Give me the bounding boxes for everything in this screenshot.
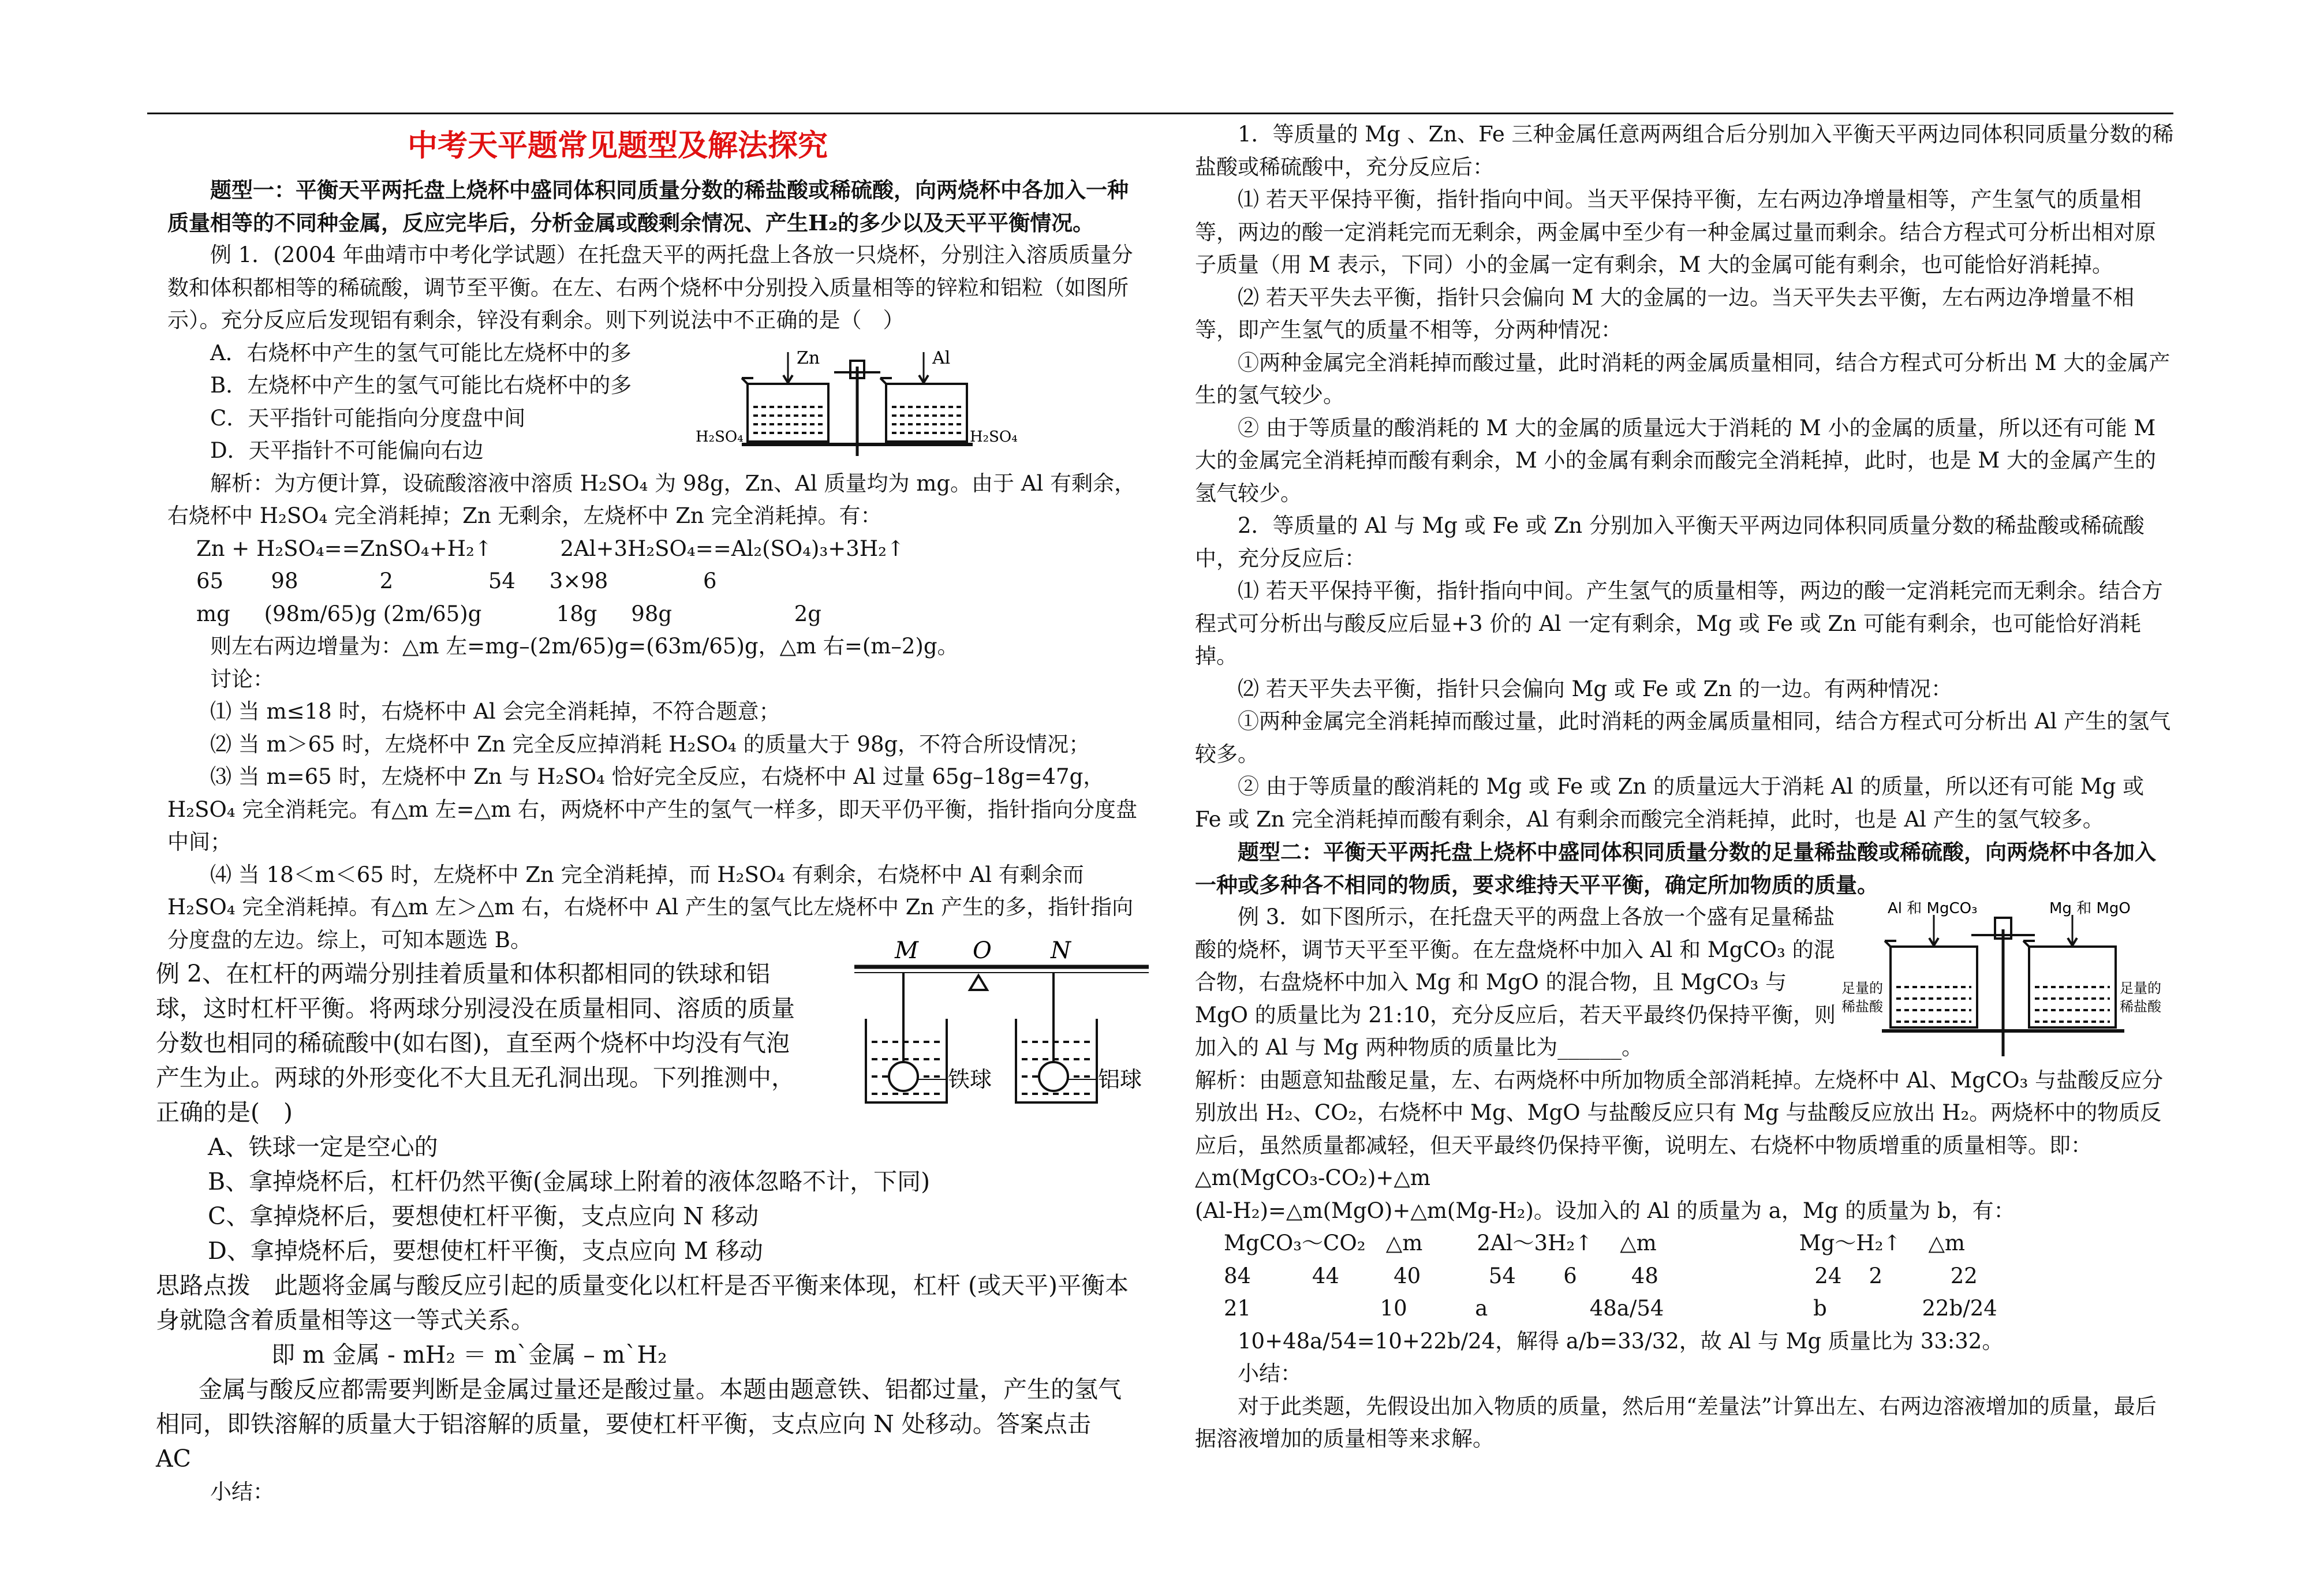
option-c: C．天平指针可能指向分度盘中间 bbox=[210, 405, 526, 431]
example1-question: 例 1．(2004 年曲靖市中考化学试题）在托盘天平的两托盘上各放一只烧杯，分别注入溶质质量分数和体积都相等的稀硫酸，调节至平衡。在左、右两个烧杯中分别投入质量相等的锌粒和铝粒（如图所示）。充分反应后发现铝有剩余，锌没有剩余。则下列说法中不正确的是（ ） bbox=[167, 242, 1133, 332]
right-p1b2: ② 由于等质量的酸消耗的 M 大的金属的质量远大于消耗的 M 小的金属的质量，所以还有可能 M 大的金属完全消耗掉而酸有剩余，M 小的金属有剩余而酸完全消耗掉，此时，也是 M 大的金属产生的氢气较少。 bbox=[1195, 415, 2157, 506]
discuss-label: 讨论： bbox=[210, 666, 274, 692]
fig3-right-acid-1: 足量的 bbox=[2120, 980, 2161, 996]
aluminum-ball-label: 铝球 bbox=[1098, 1067, 1142, 1092]
iron-ball-label: 铁球 bbox=[948, 1067, 992, 1092]
right-p1b: ⑵ 若天平失去平衡，指针只会偏向 M 大的金属的一边。当天平失去平衡，左右两边净增量不相等，即产生氢气的质量不相等，分两种情况： bbox=[1195, 285, 2135, 342]
example3-question: 例 3．如下图所示，在托盘天平的两盘上各放一个盛有足量稀盐酸的烧杯，调节天平至平衡。在左盘烧杯中加入 Al 和 MgCO₃ 的混合物，右盘烧杯中加入 Mg 和 MgO 的混合物，且 MgCO₃ 与 MgO 的质量比为 21:10，充分反应后，若天平最终仍保持平衡，则加入的 Al 与 Mg 两种物质的质量比为______。 bbox=[1195, 904, 1836, 1060]
eq3-line-2: (Al-H₂)=△m(MgO)+△m(Mg-H₂)。设加入的 Al 的质量为 a，Mg 的质量为 b，有： bbox=[1195, 1198, 2015, 1223]
label-m: M bbox=[895, 937, 918, 964]
lever-figure bbox=[849, 932, 1160, 1117]
increase-text: 则左右两边增量为：△m 左=mg–(2m/65)g=(63m/65)g，△m 右=(m–2)g。 bbox=[210, 634, 959, 659]
right-p1a: ⑴ 若天平保持平衡，指针指向中间。当天平保持平衡，左右两边净增量相等，产生氢气的质量相等，两边的酸一定消耗完而无剩余，两金属中至少有一种金属过量而剩余。结合方程式可分析出相对原子质量（用 M 表示，下同）小的金属一定有剩余，M 大的金属可能有剩余，也可能恰好消耗掉。 bbox=[1195, 187, 2156, 277]
analysis3: 解析：由题意知盐酸足量，左、右两烧杯中所加物质全部消耗掉。左烧杯中 Al、MgCO₃ 与盐酸反应分别放出 H₂、CO₂，右烧杯中 Mg、MgO 与盐酸反应只有 Mg 与盐酸反应放出 H₂。两烧杯中的物质反应后，虽然质量都减轻，但天平最终仍保持平衡，说明左、右烧杯中物质增重的质量相等。即： bbox=[1195, 1067, 2164, 1158]
ex2-option-b: B、拿掉烧杯后，杠杆仍然平衡(金属球上附着的液体忽略不计，下同) bbox=[208, 1168, 931, 1195]
left-column bbox=[156, 118, 1137, 1509]
eq3-line-1: △m(MgCO₃-CO₂)+△m bbox=[1195, 1165, 1430, 1190]
type1-heading: 题型一：平衡天平两托盘上烧杯中盛同体积同质量分数的稀盐酸或稀硫酸，向两烧杯中各加入一种质量相等的不同种金属，反应完毕后，分析金属或酸剩余情况、产生H₂的多少以及天平平衡情况。 bbox=[167, 177, 1129, 236]
equation-line-1: Zn + H₂SO₄==ZnSO₄+H₂↑ 2Al+3H₂SO₄==Al₂(SO₄)₃+3H₂↑ bbox=[196, 536, 905, 561]
fig3-left-acid-2: 稀盐酸 bbox=[1841, 999, 1883, 1015]
fig1-zn-label: Zn bbox=[797, 349, 820, 368]
fig3-right-acid-2: 稀盐酸 bbox=[2120, 999, 2161, 1015]
ex2-option-c: C、拿掉烧杯后，要想使杠杆平衡，支点应向 N 移动 bbox=[208, 1202, 759, 1230]
hint-paragraph: 思路点拨 此题将金属与酸反应引起的质量变化以杠杆是否平衡来体现，杠杆 (或天平)平衡本身就隐含着质量相等这一等式关系。 bbox=[156, 1272, 1129, 1334]
label-o: O bbox=[973, 937, 992, 964]
right-p1b1: ①两种金属完全消耗掉而酸过量，此时消耗的两金属质量相同，结合方程式可分析出 M 大的金属产生的氢气较少。 bbox=[1195, 350, 2170, 408]
case-1: ⑴ 当 m≤18 时，右烧杯中 Al 会完全消耗掉，不符合题意； bbox=[210, 699, 780, 724]
right-p2b2: ② 由于等质量的酸消耗的 Mg 或 Fe 或 Zn 的质量远大于消耗 Al 的质量，所以还有可能 Mg 或 Fe 或 Zn 完全消耗掉而酸有剩余，Al 有剩余而酸完全消耗掉，此时，也是 Al 产生的氢气较多。 bbox=[1195, 774, 2145, 832]
eq3-table-3: 21 10 a 48a/54 b 22b/24 bbox=[1224, 1296, 1997, 1321]
case-4: ⑷ 当 18＜m＜65 时，左烧杯中 Zn 完全消耗掉，而 H₂SO₄ 有剩余，右烧杯中 Al 有剩余而 H₂SO₄ 完全消耗掉。有△m 左＞△m 右，右烧杯中 Al 产生的氢气比左烧杯中 Zn 产生的多，指针指向分度盘的左边。综上，可知本题选 B。 bbox=[167, 862, 1134, 952]
equation-line-3: mg (98m/65)g (2m/65)g 18g 98g 2g bbox=[196, 601, 821, 626]
balance-figure-1 bbox=[696, 349, 1019, 459]
fig3-left-acid-1: 足量的 bbox=[1841, 980, 1883, 996]
type2-heading: 题型二：平衡天平两托盘上烧杯中盛同体积同质量分数的足量稀盐酸或稀硫酸，向两烧杯中各加入一种或多种各不相同的物质，要求维持天平平衡，确定所加物质的质量。 bbox=[1195, 839, 2156, 898]
case-2: ⑵ 当 m＞65 时，左烧杯中 Zn 完全反应掉消耗 H₂SO₄ 的质量大于 98g，不符合所设情况； bbox=[210, 731, 1090, 757]
balance-figure-3 bbox=[1841, 900, 2165, 1062]
eq3-table-2: 84 44 40 54 6 48 24 2 22 bbox=[1224, 1263, 1978, 1288]
right-column bbox=[1195, 118, 2176, 1456]
equation-line-2: 65 98 2 54 3×98 6 bbox=[196, 569, 717, 593]
ex2-option-a: A、铁球一定是空心的 bbox=[208, 1133, 438, 1161]
solve-line: 10+48a/54=10+22b/24，解得 a/b=33/32，故 Al 与 Mg 质量比为 33:32。 bbox=[1238, 1328, 2004, 1354]
right-p2: 2．等质量的 Al 与 Mg 或 Fe 或 Zn 分别加入平衡天平两边同体积同质量分数的稀盐酸或稀硫酸中，充分反应后： bbox=[1195, 513, 2145, 571]
page-title: 中考天平题常见题型及解法探究 bbox=[407, 128, 828, 163]
option-b: B．左烧杯中产生的氢气可能比右烧杯中的多 bbox=[210, 373, 632, 398]
hint-equation: 即 m 金属 - mH₂ ＝ m`金属 – m`H₂ bbox=[271, 1341, 667, 1369]
right-p2b: ⑵ 若天平失去平衡，指针只会偏向 Mg 或 Fe 或 Zn 的一边。有两种情况： bbox=[1238, 676, 1952, 701]
fig1-al-label: Al bbox=[932, 349, 951, 368]
fig1-acid-right: H₂SO₄ bbox=[970, 428, 1018, 446]
summary-label-right: 小结： bbox=[1238, 1361, 1302, 1386]
hint-paragraph-2: 金属与酸反应都需要判断是金属过量还是酸过量。本题由题意铁、铝都过量，产生的氢气相同，即铁溶解的质量大于铝溶解的质量，要使杠杆平衡，支点应向 N 处移动。答案点击 AC bbox=[156, 1376, 1122, 1472]
analysis1: 解析：为方便计算，设硫酸溶液中溶质 H₂SO₄ 为 98g，Zn、Al 质量均为 mg。由于 Al 有剩余，右烧杯中 H₂SO₄ 完全消耗掉；Zn 无剩余，左烧杯中 Zn 完全消耗掉。有： bbox=[167, 470, 1136, 528]
summary-label-left: 小结： bbox=[210, 1479, 274, 1504]
label-n: N bbox=[1051, 937, 1071, 964]
option-d: D．天平指针不可能偏向右边 bbox=[210, 438, 484, 463]
top-rule bbox=[147, 113, 2173, 114]
summary-text: 对于此类题，先假设出加入物质的质量，然后用“差量法”计算出左、右两边溶液增加的质量，最后据溶液增加的质量相等来求解。 bbox=[1195, 1393, 2157, 1451]
iron-ball bbox=[889, 1062, 918, 1091]
aluminum-ball bbox=[1039, 1062, 1068, 1091]
fig1-acid-left: H₂SO₄ bbox=[696, 428, 744, 446]
option-a: A．右烧杯中产生的氢气可能比左烧杯中的多 bbox=[210, 340, 632, 365]
right-p1: 1．等质量的 Mg 、Zn、Fe 三种金属任意两两组合后分别加入平衡天平两边同体积同质量分数的稀盐酸或稀硫酸中，充分反应后： bbox=[1195, 122, 2174, 180]
fig3-right-add: Mg 和 MgO bbox=[2049, 900, 2131, 917]
ex2-option-d: D、拿掉烧杯后，要想使杠杆平衡，支点应向 M 移动 bbox=[208, 1237, 763, 1265]
eq3-table-1: MgCO₃～CO₂ △m 2Al～3H₂↑ △m Mg～H₂↑ △m bbox=[1224, 1231, 1965, 1255]
right-p2b1: ①两种金属完全消耗掉而酸过量，此时消耗的两金属质量相同，结合方程式可分析出 Al 产生的氢气较多。 bbox=[1195, 709, 2171, 767]
right-p2a: ⑴ 若天平保持平衡，指针指向中间。产生氢气的质量相等，两边的酸一定消耗完而无剩余。结合方程式可分析出与酸反应后显+3 价的 Al 一定有剩余，Mg 或 Fe 或 Zn 可能有剩余，也可能恰好消耗掉。 bbox=[1195, 578, 2163, 668]
case-3: ⑶ 当 m=65 时，左烧杯中 Zn 与 H₂SO₄ 恰好完全反应，右烧杯中 Al 过量 65g–18g=47g，H₂SO₄ 完全消耗完。有△m 左=△m 右，两烧杯中产生的氢气一样多，即天平仍平衡，指针指向分度盘中间； bbox=[167, 764, 1137, 854]
fig3-left-add: Al 和 MgCO₃ bbox=[1888, 900, 1978, 917]
example2-question: 例 2、在杠杆的两端分别挂着质量和体积都相同的铁球和铝球，这时杠杆平衡。将两球分别浸没在质量相同、溶质的质量分数也相同的稀硫酸中(如右图)，直至两个烧杯中均没有气泡产生为止。两球的外形变化不大且无孔洞出现。下列推测中，正确的是( ) bbox=[156, 960, 795, 1126]
